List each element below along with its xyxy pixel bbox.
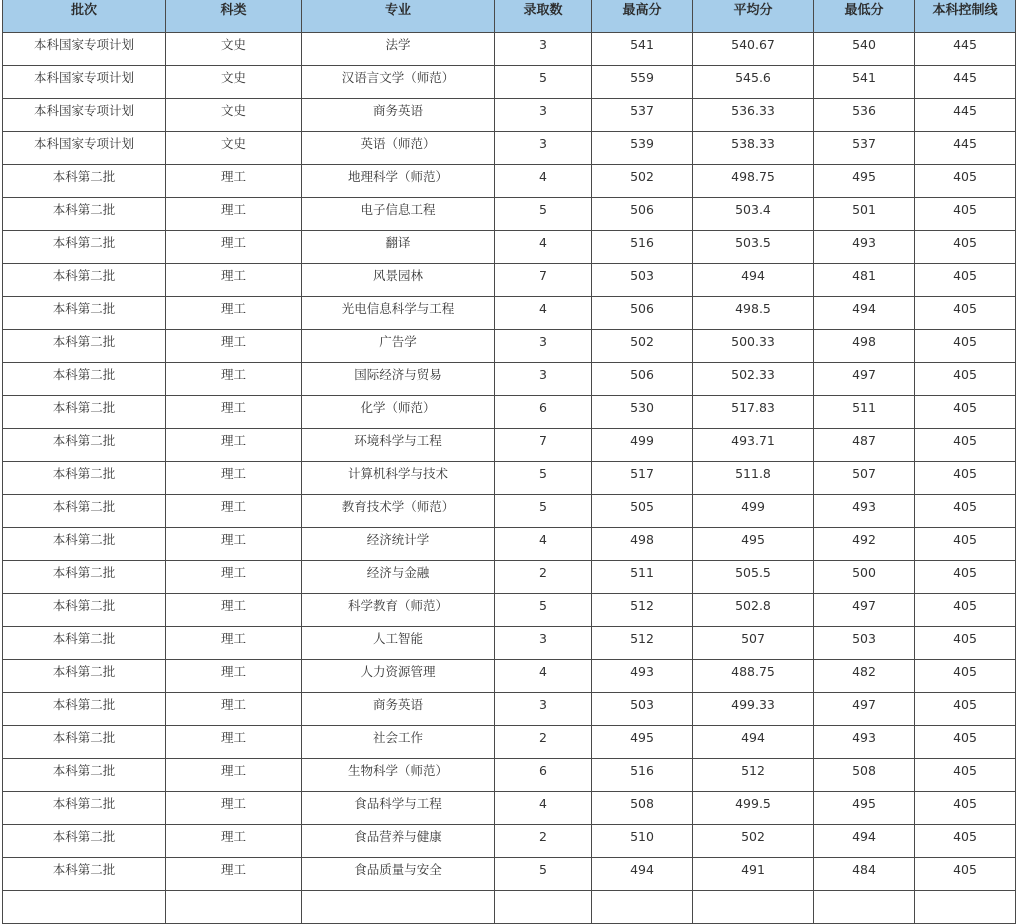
cell-admitted-count: 3 xyxy=(495,33,592,66)
cell-control-line: 405 xyxy=(915,759,1016,792)
cell-batch: 本科第二批 xyxy=(3,528,166,561)
cell-subject-type: 理工 xyxy=(166,165,302,198)
cell-avg-score: 538.33 xyxy=(693,132,814,165)
cell-batch: 本科第二批 xyxy=(3,792,166,825)
cell-min-score: 495 xyxy=(814,792,915,825)
cell-min-score: 503 xyxy=(814,627,915,660)
cell-admitted-count: 4 xyxy=(495,297,592,330)
cell-admitted-count: 5 xyxy=(495,858,592,891)
cell-avg-score: 499 xyxy=(693,495,814,528)
cell-avg-score: 540.67 xyxy=(693,33,814,66)
cell-major: 地理科学（师范） xyxy=(302,165,495,198)
cell-major: 化学（师范） xyxy=(302,396,495,429)
cell-admitted-count: 2 xyxy=(495,561,592,594)
cell-min-score: 497 xyxy=(814,363,915,396)
table-row xyxy=(3,198,1016,231)
cell-max-score: 503 xyxy=(592,264,693,297)
cell-admitted-count: 6 xyxy=(495,759,592,792)
table-row xyxy=(3,33,1016,66)
cell-subject-type: 理工 xyxy=(166,726,302,759)
cell-batch: 本科第二批 xyxy=(3,429,166,462)
cell-admitted-count: 4 xyxy=(495,165,592,198)
cell-avg-score: 495 xyxy=(693,528,814,561)
cell-admitted-count xyxy=(495,891,592,924)
table-row xyxy=(3,693,1016,726)
cell-avg-score: 500.33 xyxy=(693,330,814,363)
cell-subject-type: 理工 xyxy=(166,528,302,561)
cell-control-line: 405 xyxy=(915,462,1016,495)
cell-max-score xyxy=(592,891,693,924)
cell-admitted-count: 2 xyxy=(495,726,592,759)
cell-major: 电子信息工程 xyxy=(302,198,495,231)
cell-major: 经济统计学 xyxy=(302,528,495,561)
cell-major: 经济与金融 xyxy=(302,561,495,594)
cell-max-score: 516 xyxy=(592,231,693,264)
cell-control-line: 405 xyxy=(915,165,1016,198)
cell-subject-type: 理工 xyxy=(166,627,302,660)
cell-batch: 本科第二批 xyxy=(3,363,166,396)
cell-admitted-count: 4 xyxy=(495,792,592,825)
cell-avg-score xyxy=(693,891,814,924)
cell-control-line: 405 xyxy=(915,396,1016,429)
cell-control-line: 405 xyxy=(915,264,1016,297)
cell-subject-type: 理工 xyxy=(166,330,302,363)
cell-control-line: 445 xyxy=(915,66,1016,99)
cell-max-score: 511 xyxy=(592,561,693,594)
table-row xyxy=(3,132,1016,165)
table-row xyxy=(3,858,1016,891)
column-header-admitted-count: 录取数 xyxy=(495,0,592,33)
cell-major: 英语（师范） xyxy=(302,132,495,165)
cell-avg-score: 512 xyxy=(693,759,814,792)
cell-min-score: 497 xyxy=(814,693,915,726)
cell-max-score: 502 xyxy=(592,330,693,363)
cell-major: 食品质量与安全 xyxy=(302,858,495,891)
cell-admitted-count: 3 xyxy=(495,627,592,660)
cell-subject-type xyxy=(166,891,302,924)
cell-control-line: 405 xyxy=(915,198,1016,231)
cell-max-score: 493 xyxy=(592,660,693,693)
cell-major: 汉语言文学（师范） xyxy=(302,66,495,99)
cell-admitted-count: 7 xyxy=(495,429,592,462)
cell-max-score: 516 xyxy=(592,759,693,792)
cell-batch: 本科国家专项计划 xyxy=(3,132,166,165)
column-header-control-line: 本科控制线 xyxy=(915,0,1016,33)
cell-admitted-count: 5 xyxy=(495,594,592,627)
cell-max-score: 506 xyxy=(592,198,693,231)
cell-max-score: 537 xyxy=(592,99,693,132)
cell-max-score: 506 xyxy=(592,363,693,396)
table-row xyxy=(3,363,1016,396)
cell-avg-score: 488.75 xyxy=(693,660,814,693)
cell-min-score: 494 xyxy=(814,825,915,858)
cell-subject-type: 理工 xyxy=(166,396,302,429)
column-header-max-score: 最高分 xyxy=(592,0,693,33)
cell-batch: 本科国家专项计划 xyxy=(3,66,166,99)
cell-subject-type: 理工 xyxy=(166,660,302,693)
cell-min-score: 536 xyxy=(814,99,915,132)
cell-max-score: 539 xyxy=(592,132,693,165)
cell-subject-type: 理工 xyxy=(166,297,302,330)
cell-control-line: 405 xyxy=(915,330,1016,363)
cell-batch: 本科国家专项计划 xyxy=(3,99,166,132)
cell-admitted-count: 3 xyxy=(495,363,592,396)
cell-control-line: 405 xyxy=(915,561,1016,594)
cell-min-score: 492 xyxy=(814,528,915,561)
cell-control-line: 405 xyxy=(915,594,1016,627)
cell-subject-type: 理工 xyxy=(166,462,302,495)
table-row xyxy=(3,660,1016,693)
cell-min-score: 507 xyxy=(814,462,915,495)
cell-major: 光电信息科学与工程 xyxy=(302,297,495,330)
table-row xyxy=(3,66,1016,99)
cell-batch xyxy=(3,891,166,924)
cell-admitted-count: 4 xyxy=(495,231,592,264)
table-row xyxy=(3,264,1016,297)
cell-control-line: 445 xyxy=(915,33,1016,66)
cell-batch: 本科第二批 xyxy=(3,330,166,363)
cell-avg-score: 517.83 xyxy=(693,396,814,429)
cell-control-line: 405 xyxy=(915,627,1016,660)
cell-major: 生物科学（师范） xyxy=(302,759,495,792)
cell-major: 人力资源管理 xyxy=(302,660,495,693)
table-row xyxy=(3,561,1016,594)
cell-control-line: 405 xyxy=(915,297,1016,330)
cell-subject-type: 理工 xyxy=(166,693,302,726)
cell-avg-score: 502.8 xyxy=(693,594,814,627)
cell-admitted-count: 3 xyxy=(495,132,592,165)
cell-major: 人工智能 xyxy=(302,627,495,660)
table-row xyxy=(3,231,1016,264)
cell-subject-type: 理工 xyxy=(166,429,302,462)
cell-control-line: 405 xyxy=(915,495,1016,528)
cell-batch: 本科第二批 xyxy=(3,495,166,528)
cell-avg-score: 545.6 xyxy=(693,66,814,99)
cell-avg-score: 503.4 xyxy=(693,198,814,231)
cell-min-score: 493 xyxy=(814,726,915,759)
cell-min-score: 482 xyxy=(814,660,915,693)
cell-subject-type: 理工 xyxy=(166,264,302,297)
cell-admitted-count: 5 xyxy=(495,66,592,99)
cell-admitted-count: 2 xyxy=(495,825,592,858)
cell-major: 法学 xyxy=(302,33,495,66)
cell-batch: 本科第二批 xyxy=(3,726,166,759)
cell-batch: 本科第二批 xyxy=(3,759,166,792)
cell-subject-type: 理工 xyxy=(166,792,302,825)
cell-avg-score: 493.71 xyxy=(693,429,814,462)
cell-batch: 本科第二批 xyxy=(3,462,166,495)
cell-admitted-count: 7 xyxy=(495,264,592,297)
cell-max-score: 517 xyxy=(592,462,693,495)
cell-min-score: 511 xyxy=(814,396,915,429)
cell-max-score: 508 xyxy=(592,792,693,825)
cell-min-score: 493 xyxy=(814,231,915,264)
cell-subject-type: 理工 xyxy=(166,363,302,396)
cell-min-score: 497 xyxy=(814,594,915,627)
cell-subject-type: 理工 xyxy=(166,594,302,627)
cell-admitted-count: 3 xyxy=(495,99,592,132)
cell-control-line: 405 xyxy=(915,363,1016,396)
table-row xyxy=(3,99,1016,132)
cell-batch: 本科第二批 xyxy=(3,396,166,429)
cell-subject-type: 文史 xyxy=(166,33,302,66)
cell-control-line: 405 xyxy=(915,693,1016,726)
cell-admitted-count: 4 xyxy=(495,660,592,693)
cell-major: 国际经济与贸易 xyxy=(302,363,495,396)
table-row xyxy=(3,627,1016,660)
cell-avg-score: 536.33 xyxy=(693,99,814,132)
cell-major: 社会工作 xyxy=(302,726,495,759)
cell-control-line: 405 xyxy=(915,660,1016,693)
cell-min-score: 493 xyxy=(814,495,915,528)
cell-admitted-count: 6 xyxy=(495,396,592,429)
cell-max-score: 510 xyxy=(592,825,693,858)
cell-control-line: 405 xyxy=(915,231,1016,264)
table-row xyxy=(3,792,1016,825)
table-row xyxy=(3,825,1016,858)
cell-major: 翻译 xyxy=(302,231,495,264)
table-row xyxy=(3,165,1016,198)
cell-min-score: 484 xyxy=(814,858,915,891)
cell-min-score: 508 xyxy=(814,759,915,792)
cell-subject-type: 理工 xyxy=(166,231,302,264)
cell-batch: 本科第二批 xyxy=(3,264,166,297)
cell-subject-type: 文史 xyxy=(166,99,302,132)
cell-admitted-count: 3 xyxy=(495,693,592,726)
cell-batch: 本科第二批 xyxy=(3,297,166,330)
cell-max-score: 505 xyxy=(592,495,693,528)
cell-batch: 本科第二批 xyxy=(3,165,166,198)
cell-batch: 本科国家专项计划 xyxy=(3,33,166,66)
table-row xyxy=(3,891,1016,924)
cell-min-score: 498 xyxy=(814,330,915,363)
cell-avg-score: 498.5 xyxy=(693,297,814,330)
cell-batch: 本科第二批 xyxy=(3,231,166,264)
column-header-min-score: 最低分 xyxy=(814,0,915,33)
cell-subject-type: 理工 xyxy=(166,495,302,528)
cell-control-line: 405 xyxy=(915,528,1016,561)
cell-batch: 本科第二批 xyxy=(3,594,166,627)
table-row xyxy=(3,528,1016,561)
cell-subject-type: 文史 xyxy=(166,66,302,99)
cell-admitted-count: 3 xyxy=(495,330,592,363)
cell-avg-score: 503.5 xyxy=(693,231,814,264)
cell-min-score: 481 xyxy=(814,264,915,297)
cell-max-score: 499 xyxy=(592,429,693,462)
cell-major: 食品科学与工程 xyxy=(302,792,495,825)
table-row xyxy=(3,330,1016,363)
cell-avg-score: 494 xyxy=(693,726,814,759)
cell-control-line: 405 xyxy=(915,858,1016,891)
cell-subject-type: 理工 xyxy=(166,198,302,231)
cell-min-score: 540 xyxy=(814,33,915,66)
column-header-avg-score: 平均分 xyxy=(693,0,814,33)
cell-control-line: 405 xyxy=(915,825,1016,858)
cell-avg-score: 498.75 xyxy=(693,165,814,198)
table-row xyxy=(3,594,1016,627)
cell-major: 环境科学与工程 xyxy=(302,429,495,462)
cell-subject-type: 理工 xyxy=(166,825,302,858)
cell-major: 风景园林 xyxy=(302,264,495,297)
cell-subject-type: 理工 xyxy=(166,759,302,792)
cell-subject-type: 理工 xyxy=(166,858,302,891)
column-header-batch: 批次 xyxy=(3,0,166,33)
cell-avg-score: 491 xyxy=(693,858,814,891)
cell-max-score: 502 xyxy=(592,165,693,198)
cell-major: 计算机科学与技术 xyxy=(302,462,495,495)
cell-avg-score: 505.5 xyxy=(693,561,814,594)
cell-major: 科学教育（师范） xyxy=(302,594,495,627)
cell-avg-score: 494 xyxy=(693,264,814,297)
cell-major: 食品营养与健康 xyxy=(302,825,495,858)
cell-max-score: 512 xyxy=(592,627,693,660)
cell-admitted-count: 5 xyxy=(495,495,592,528)
cell-avg-score: 499.33 xyxy=(693,693,814,726)
cell-subject-type: 理工 xyxy=(166,561,302,594)
cell-avg-score: 507 xyxy=(693,627,814,660)
cell-major: 广告学 xyxy=(302,330,495,363)
cell-max-score: 506 xyxy=(592,297,693,330)
cell-control-line: 445 xyxy=(915,132,1016,165)
header-row xyxy=(3,0,1016,33)
cell-control-line: 405 xyxy=(915,429,1016,462)
table-row xyxy=(3,429,1016,462)
cell-avg-score: 511.8 xyxy=(693,462,814,495)
cell-avg-score: 499.5 xyxy=(693,792,814,825)
cell-min-score: 541 xyxy=(814,66,915,99)
cell-batch: 本科第二批 xyxy=(3,561,166,594)
column-header-subject-type: 科类 xyxy=(166,0,302,33)
cell-control-line: 445 xyxy=(915,99,1016,132)
cell-avg-score: 502.33 xyxy=(693,363,814,396)
table-row xyxy=(3,495,1016,528)
column-header-major: 专业 xyxy=(302,0,495,33)
cell-min-score: 500 xyxy=(814,561,915,594)
table-row xyxy=(3,462,1016,495)
cell-batch: 本科第二批 xyxy=(3,825,166,858)
cell-admitted-count: 5 xyxy=(495,198,592,231)
cell-min-score xyxy=(814,891,915,924)
cell-admitted-count: 4 xyxy=(495,528,592,561)
cell-min-score: 487 xyxy=(814,429,915,462)
cell-max-score: 503 xyxy=(592,693,693,726)
cell-subject-type: 文史 xyxy=(166,132,302,165)
table-row xyxy=(3,396,1016,429)
cell-major: 商务英语 xyxy=(302,693,495,726)
table-row xyxy=(3,297,1016,330)
cell-major: 商务英语 xyxy=(302,99,495,132)
cell-min-score: 495 xyxy=(814,165,915,198)
admission-scores-table xyxy=(2,0,1016,924)
table-row xyxy=(3,726,1016,759)
cell-major: 教育技术学（师范） xyxy=(302,495,495,528)
cell-avg-score: 502 xyxy=(693,825,814,858)
cell-major xyxy=(302,891,495,924)
table-row xyxy=(3,759,1016,792)
cell-min-score: 537 xyxy=(814,132,915,165)
cell-batch: 本科第二批 xyxy=(3,198,166,231)
cell-batch: 本科第二批 xyxy=(3,693,166,726)
cell-max-score: 512 xyxy=(592,594,693,627)
cell-batch: 本科第二批 xyxy=(3,660,166,693)
cell-max-score: 541 xyxy=(592,33,693,66)
cell-control-line: 405 xyxy=(915,792,1016,825)
cell-max-score: 559 xyxy=(592,66,693,99)
cell-control-line: 405 xyxy=(915,726,1016,759)
cell-batch: 本科第二批 xyxy=(3,858,166,891)
cell-admitted-count: 5 xyxy=(495,462,592,495)
cell-control-line xyxy=(915,891,1016,924)
cell-max-score: 494 xyxy=(592,858,693,891)
cell-max-score: 498 xyxy=(592,528,693,561)
cell-max-score: 495 xyxy=(592,726,693,759)
table-body xyxy=(3,33,1016,924)
cell-batch: 本科第二批 xyxy=(3,627,166,660)
cell-min-score: 494 xyxy=(814,297,915,330)
cell-min-score: 501 xyxy=(814,198,915,231)
cell-max-score: 530 xyxy=(592,396,693,429)
